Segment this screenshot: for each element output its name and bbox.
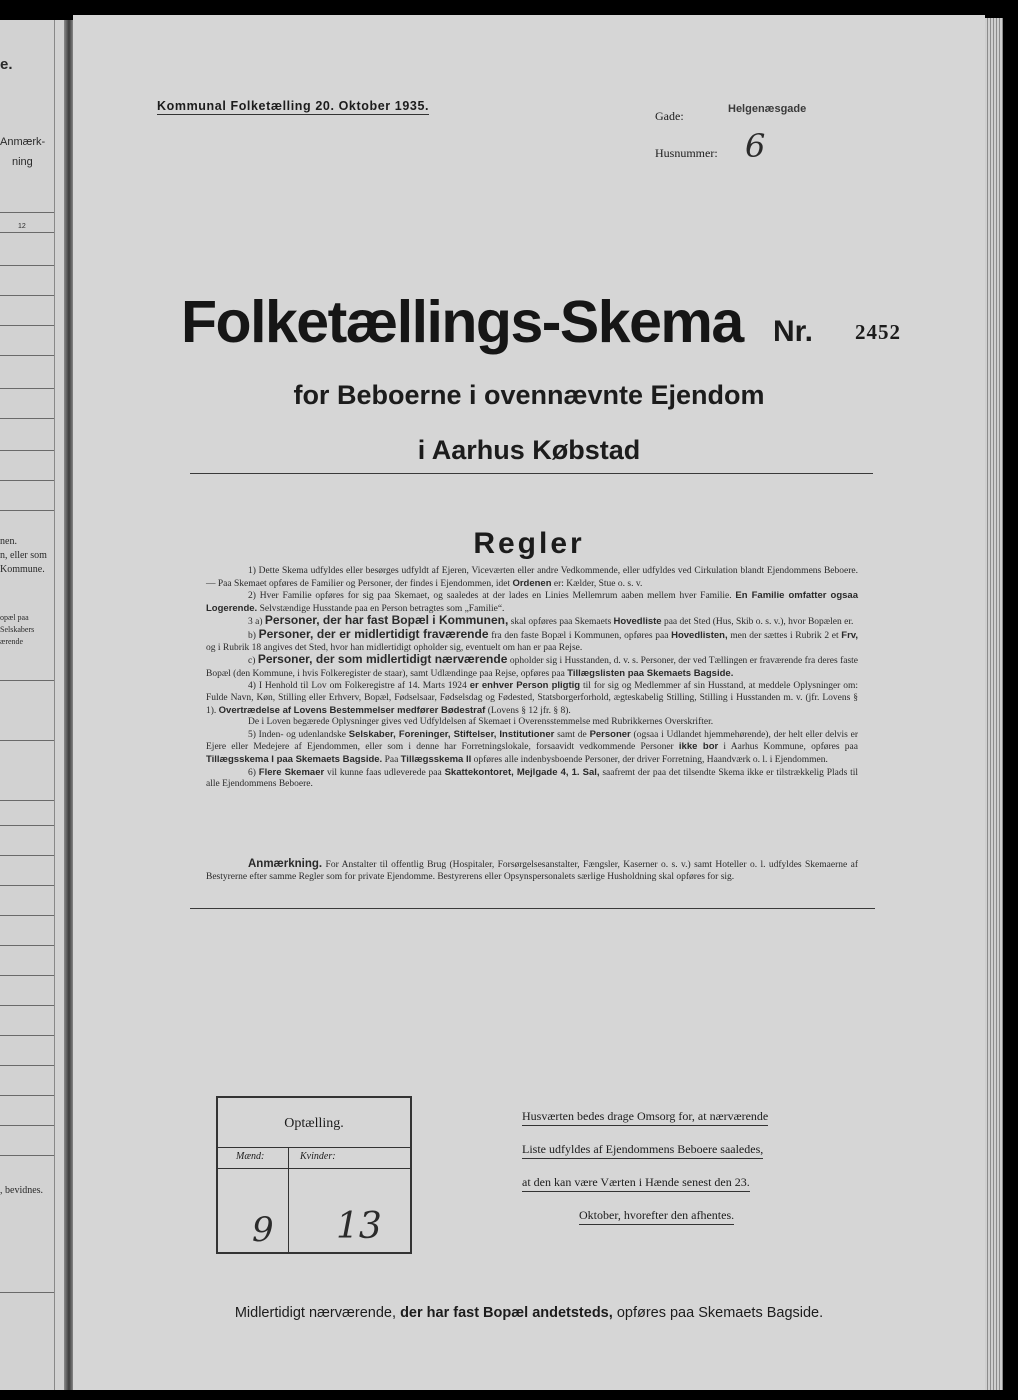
left-page-fragment: 12 [18,223,26,230]
footer-note: Midlertidigt nærværende, der har fast Bopæl andetsteds, opføres paa Skemaets Bagside. [234,1305,824,1321]
left-page-fragment: e. [0,56,13,73]
rule-4b: De i Loven begærede Oplysninger gives ved Udfyldelsen af Skemaet i Overensstemmelse med Rubrikkernes Overskrifter. [248,717,714,728]
left-page-fragment: Selskabers [0,625,35,634]
note-section [206,859,858,884]
form-title: Folketællings-Skema [181,289,743,355]
page-edges [985,18,1003,1390]
rule-3c: c) Personer, der som midlertidigt nærværende opholder sig i Husstanden, d. v. s. Personer, der ved Tællingen er fraværende fra deres faste Bopæl (den Kommune, i hvis Folkeregister de staar), samt Udlændinge paa Rejse, opføres paa Tillægslisten paa Skemaets Bagside. [206,652,859,679]
landlord-notice-line: Oktober, hvorefter den afhentes. [579,1208,734,1225]
rule-3b: b) Personer, der er midlertidigt fraværende fra den faste Bopæl i Kommunen, opføres paa Hovedlisten, men der sættes i Rubrik 2 et Frv, og i Rubrik 18 angives det Sted, hvor han midlertidigt opholder sig, eventuelt om han er paa Rejse. [206,626,859,653]
women-column-label: Kvinder: [300,1151,336,1162]
rule-4: 4) I Henhold til Lov om Folkeregistre af 14. Marts 1924 er enhver Person pligtig til for sig og Medlemmer af sin Husstand, at meddele Oplysninger om: Fulde Navn, Køn, Stilling eller Erhverv, Bopæl, Fødselsaar, Fødselsdag og Fødested, Statsborgerforhold, ægteskabelig Stilling, Stilling i Husstanden m. v. (jfr. Lovens § 1). Overtrædelse af Lovens Bestemmelser medfører Bødestraf (Lovens § 12 jfr. § 8). [206,680,859,716]
left-page-fragment: opæl paa [0,613,29,622]
form-subtitle-location: i Aarhus Købstad [417,435,641,465]
count-box-title: Optælling. [284,1116,344,1131]
note-label: Anmærkning. [248,858,323,870]
left-page-fragment: ærende [0,637,24,646]
men-column-label: Mænd: [236,1151,265,1162]
landlord-notice-line: at den kan være Værten i Hænde senest den 23. [522,1175,750,1192]
rule-3a: 3 a) Personer, der har fast Bopæl i Kommunen, skal opføres paa Skemaets Hovedliste paa det Sted (Hus, Skib o. s. v.), hvor Bopælen er. [248,613,854,628]
left-page-fragment: Anmærk- [0,136,46,148]
rules-body [206,566,858,791]
landlord-notice-line: Husværten bedes drage Omsorg for, at nærværende [522,1109,768,1126]
divider [190,473,873,474]
left-page-fragment: ning [12,156,33,168]
rule-5: 5) Inden- og udenlandske Selskaber, Foreninger, Stiftelser, Institutioner samt de Personer (ogsaa i Udlandet hjemmehørende), der helt eller delvis er Ejere eller Medejere af Ejendommen, eller som i denne har Forretningslokale, forsaavidt vedkommende Personer ikke bor i Aarhus Kommune, opføres paa Tillægsskema I paa Skemaets Bagside. Paa Tillægsskema II opføres alle indenbysboende Personer, der driver Forretning, Haandværk o. l. i Ejendommen. [206,728,859,765]
house-number-label: Husnummer: [655,146,718,160]
form-number-stamp: 2452 [855,320,901,344]
women-count-value: 13 [336,1206,382,1247]
left-page-fragment: n, eller som [0,550,47,561]
form-nr-label: Nr. [773,315,814,348]
census-header: Kommunal Folketælling 20. Oktober 1935. [157,99,430,113]
landlord-notice-line: Liste udfyldes af Ejendommens Beboere saaledes, [522,1142,763,1159]
rule-2: 2) Hver Familie opføres for sig paa Skemaet, og saaledes at der lades en Linies Mellemrum aaben mellem hver Familie. En Familie omfatter ogsaa Logerende. Selvstændige Husstande paa en Person betragtes som „Familie“. [206,590,858,614]
left-page-fragment: Kommune. [0,564,45,575]
column-divider [54,20,55,1390]
street-value-stamp: Helgenæsgade [728,103,807,115]
rule-1: 1) Dette Skema udfyldes eller besørges udfyldt af Ejeren, Viceværten eller andre Vedkommende, eller udfyldes ved Cirkulation blandt Ejendommens Beboere. — Paa Skemaet opføres de Familier og Personer, der findes i Ejendommen, idet Ordenen er: Kælder, Stue o. s. v. [206,566,858,589]
left-page-fragment: nen. [0,536,17,547]
rule-6: 6) Flere Skemaer vil kunne faas udleverede paa Skattekontoret, Mejlgade 4, 1. Sal, saafremt der paa det tilsendte Skema ikke er tilstrækkelig Plads til alle Ejendommens Beboere. [206,766,859,790]
street-label: Gade: [655,109,684,123]
rules-heading: Regler [473,527,585,560]
count-box [216,1096,412,1254]
note-text: For Anstalter til offentlig Brug (Hospitaler, Forsørgelsesanstalter, Fængsler, Kaserner o. s. v.) samt Hoteller o. l. udfyldes Skemaerne af Bestyrerne efter samme Regler som for private Ejendomme. Bestyrerens eller Opsynspersonalets særlige Husholdning skal opføres for sig. [206,860,859,882]
men-count-value: 9 [252,1210,274,1250]
census-form-page [73,15,985,1390]
left-page-strip [0,20,64,1390]
form-subtitle: for Beboerne i ovennævnte Ejendom [293,380,765,410]
house-number-value: 6 [745,127,766,165]
left-page-fragment: , bevidnes. [0,1185,44,1196]
divider [190,908,875,909]
